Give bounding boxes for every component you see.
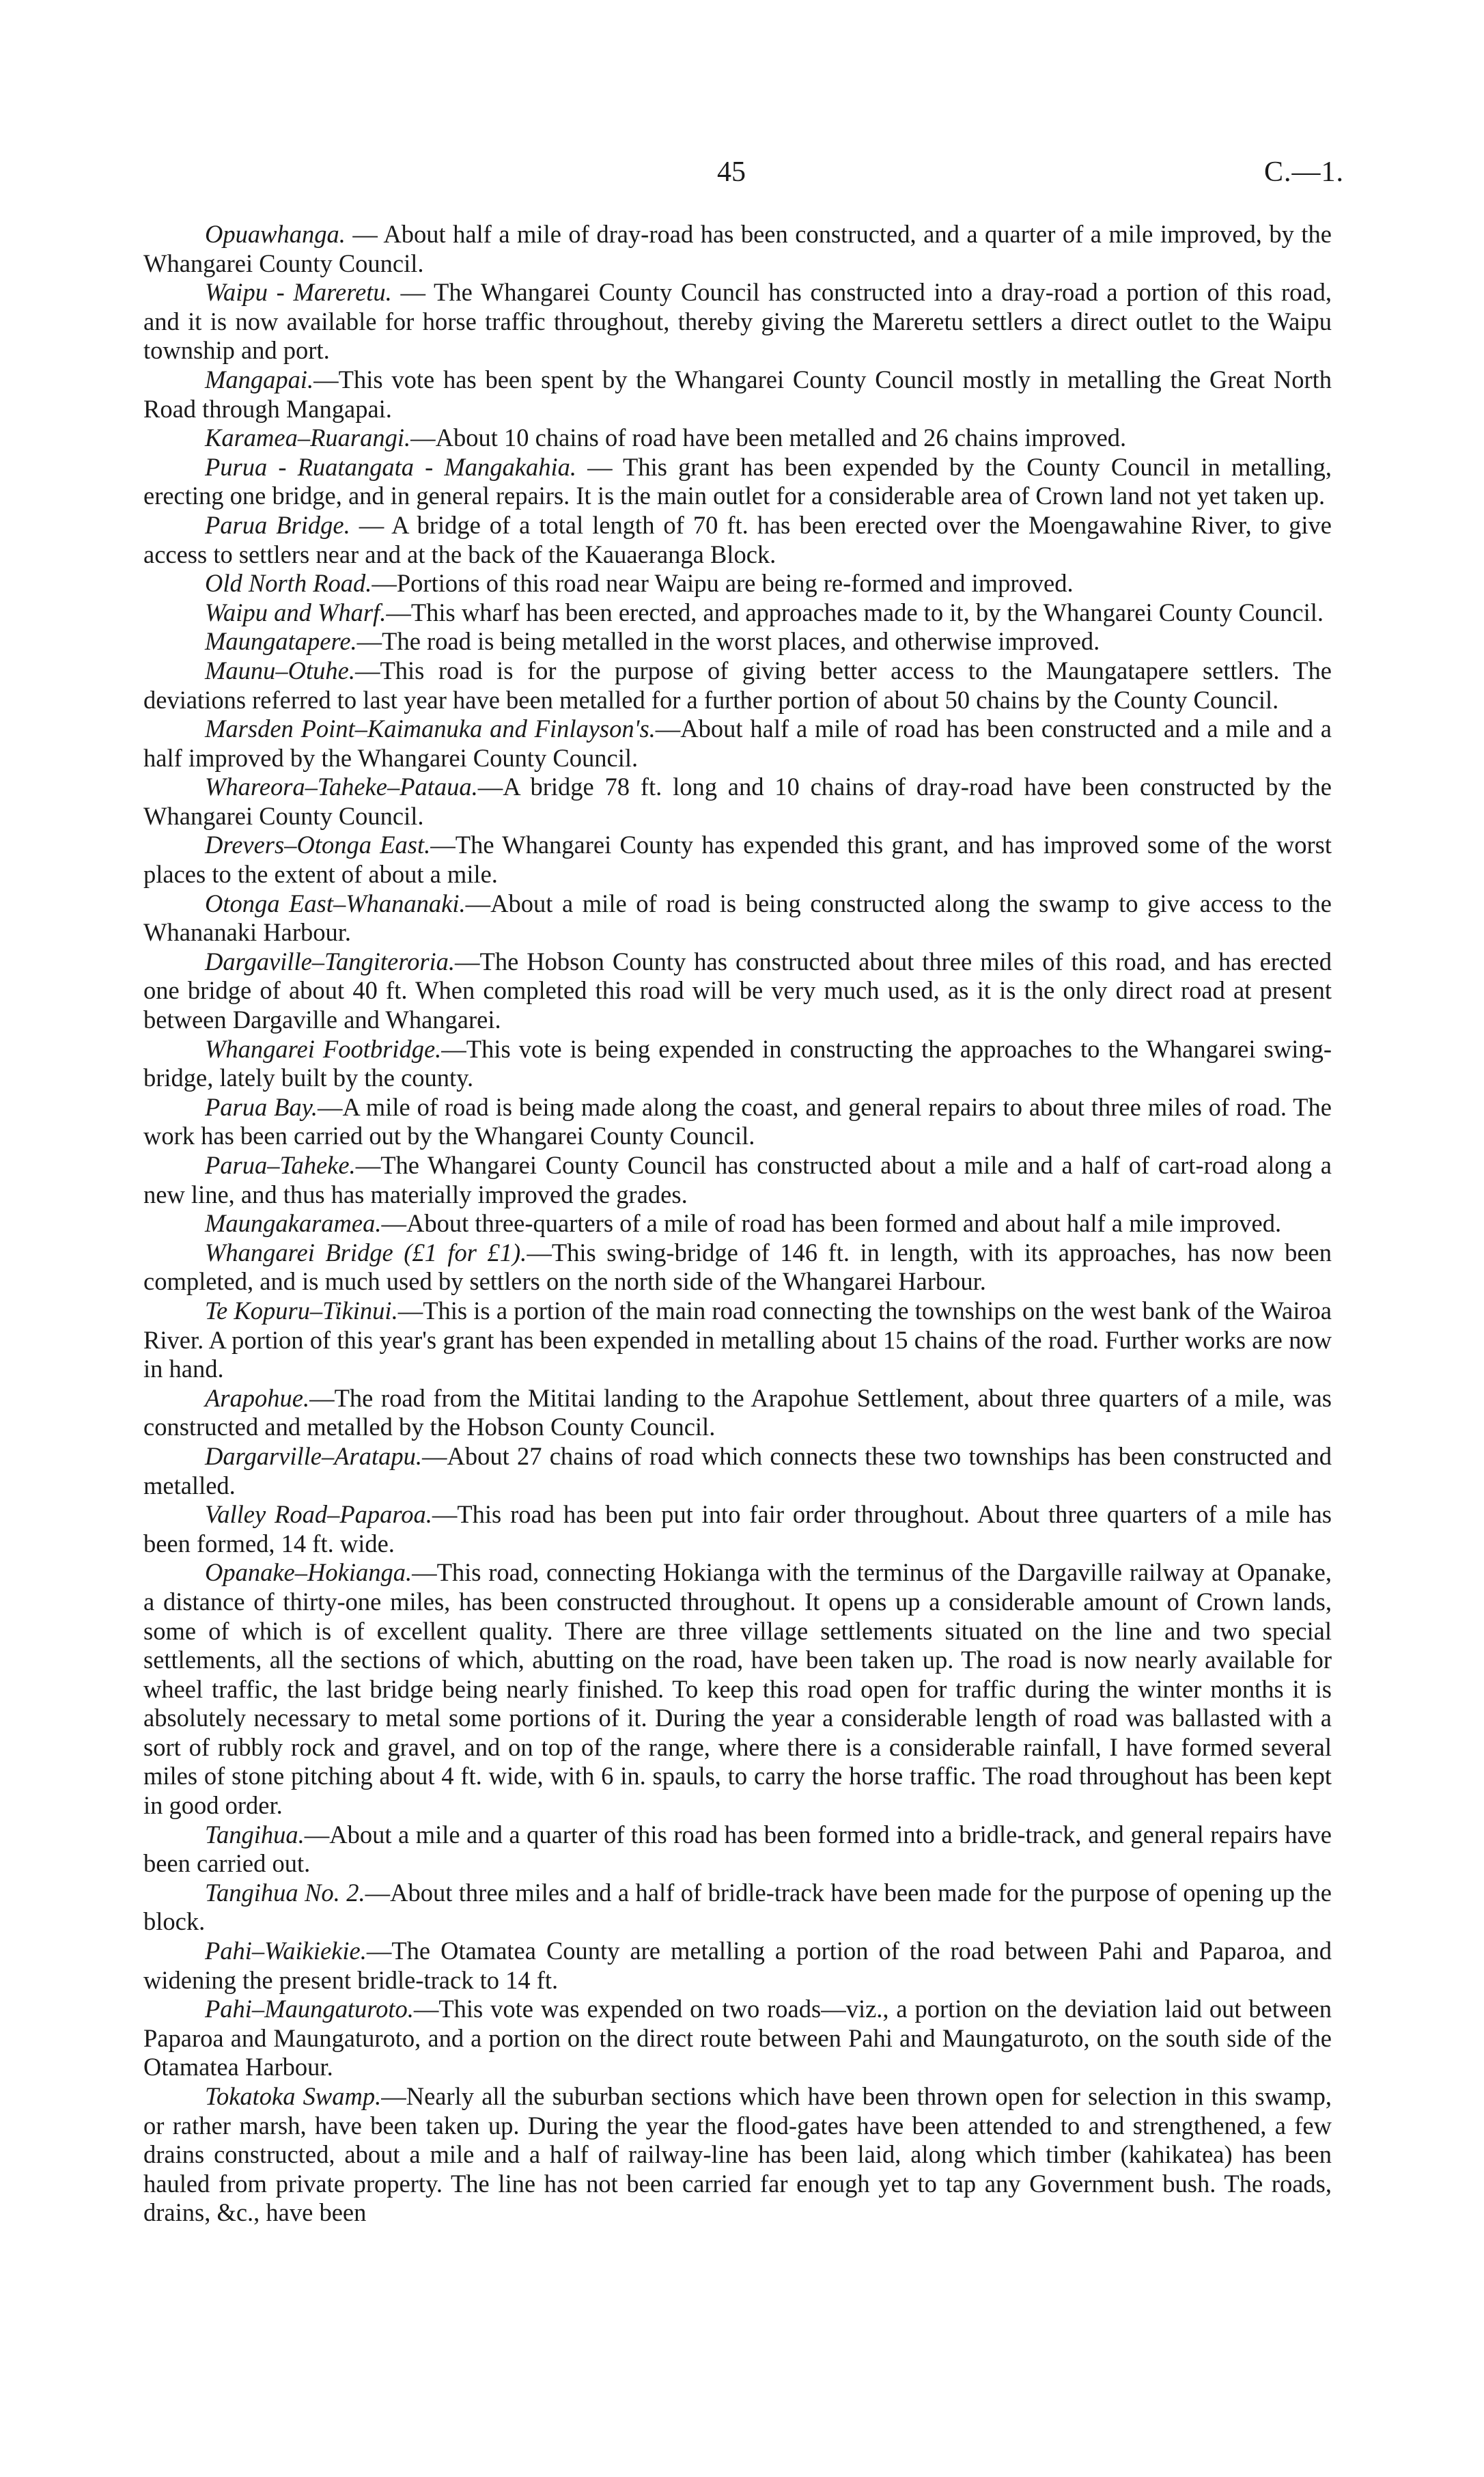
entry-text: — This grant has been expended by the County Council in metalling, erecting one bridge, and in general repairs. It is the main outlet for a considerable area of Crown land not yet taken up. xyxy=(143,452,1332,510)
entry-text: — A bridge of a total length of 70 ft. has been erected over the Moengawahine River, to give access to settlers near and at the back of the Kauaeranga Block. xyxy=(143,510,1332,568)
entry-title: Maunu–Otuhe. xyxy=(205,656,355,684)
entry-text: —The Otamatea County are metalling a portion of the road between Pahi and Paparoa, and widening the present bridle-track to 14 ft. xyxy=(143,1937,1332,1994)
entry-title: Dargarville–Aratapu. xyxy=(205,1441,423,1470)
entry-text: —This vote has been spent by the Whangarei County Council mostly in metalling the Great North Road through Mangapai. xyxy=(143,365,1332,423)
entry-text: —The road is being metalled in the worst places, and otherwise improved. xyxy=(356,627,1100,656)
entry-title: Maungatapere. xyxy=(205,627,357,656)
entry-title: Opanake–Hokianga. xyxy=(205,1558,412,1587)
report-entry xyxy=(143,1297,1332,1384)
entry-text: —This wharf has been erected, and approaches made to it, by the Whangarei County Council. xyxy=(386,598,1324,626)
entry-text: —About 27 chains of road which connects these two townships has been constructed and metalled. xyxy=(143,1441,1332,1499)
report-entry xyxy=(143,511,1332,569)
report-entry xyxy=(143,627,1332,656)
report-entry xyxy=(143,278,1332,365)
entry-title: Tangihua No. 2. xyxy=(205,1878,365,1907)
document-reference: C.—1. xyxy=(1263,156,1344,188)
entry-title: Waipu and Wharf. xyxy=(205,598,387,626)
entry-text: —This is a portion of the main road connecting the townships on the west bank of the Wairoa River. A portion of this year's grant has been expended in metalling about 15 chains of the road. Further works are now in hand. xyxy=(143,1296,1332,1383)
page-header xyxy=(0,156,1484,197)
entry-text: —This road has been put into fair order throughout. About three quarters of a mile has been formed, 14 ft. wide. xyxy=(143,1500,1332,1558)
report-entry xyxy=(143,715,1332,773)
entry-title: Pahi–Waikiekie. xyxy=(205,1937,367,1965)
report-entry xyxy=(143,947,1332,1035)
entry-title: Tangihua. xyxy=(205,1820,305,1849)
entry-text: —This swing-bridge of 146 ft. in length, with its approaches, has now been completed, and is much used by settlers on the north side of the Whangarei Harbour. xyxy=(143,1238,1332,1296)
entry-text: —About half a mile of road has been constructed and a mile and a half improved by the Whangarei County Council. xyxy=(143,715,1332,772)
entry-title: Purua - Ruatangata - Mangakahia. xyxy=(205,452,576,481)
report-entry xyxy=(143,1238,1332,1297)
report-entry xyxy=(143,656,1332,715)
entry-text: —The road from the Mititai landing to the Arapohue Settlement, about three quarters of a mile, was constructed and metalled by the Hobson County Council. xyxy=(143,1383,1332,1441)
entry-title: Te Kopuru–Tikinui. xyxy=(205,1296,398,1325)
entry-title: Valley Road–Paparoa. xyxy=(205,1500,432,1529)
entry-text: —About a mile of road is being constructed along the swamp to give access to the Whananaki Harbour. xyxy=(143,889,1332,947)
report-entry xyxy=(143,220,1332,278)
report-entry xyxy=(143,1879,1332,1937)
entry-text: —This vote was expended on two roads—viz., a portion on the deviation laid out between Paparoa and Maungaturoto, and a portion on the direct route between Pahi and Maungaturoto, on the south side of the Otamatea Harbour. xyxy=(143,1995,1332,2081)
report-entry xyxy=(143,598,1332,628)
entry-text: —Nearly all the suburban sections which have been thrown open for selection in this swamp, or rather marsh, have been taken up. During the year the flood-gates have been attended to and strengthened, a few drains constructed, about a mile and a half of railway-line has been laid, along which timber (kahikatea) has been hauled from private property. The line has not been carried far enough yet to tap any Government bush. The roads, drains, &c., have been xyxy=(143,2082,1332,2227)
entry-text: —About 10 chains of road have been metalled and 26 chains improved. xyxy=(410,424,1127,452)
report-entry xyxy=(143,831,1332,889)
entry-text: —This vote is being expended in constructing the approaches to the Whangarei swing-bridge, lately built by the county. xyxy=(143,1034,1332,1092)
report-entry xyxy=(143,1093,1332,1151)
entry-text: —The Hobson County has constructed about three miles of this road, and has erected one bridge of about 40 ft. When completed this road will be very much used, as it is the only direct road at present between Dargaville and Whangarei. xyxy=(143,947,1332,1034)
entry-title: Arapohue. xyxy=(205,1383,310,1412)
entry-title: Pahi–Maungaturoto. xyxy=(205,1995,414,2023)
report-entry xyxy=(143,1151,1332,1209)
report-entry xyxy=(143,1500,1332,1558)
entry-title: Maungakaramea. xyxy=(205,1209,382,1238)
entry-title: Marsden Point–Kaimanuka and Finlayson's. xyxy=(205,715,656,743)
report-entry xyxy=(143,424,1332,453)
entry-title: Parua Bridge. xyxy=(205,510,350,539)
entry-text: —A bridge 78 ft. long and 10 chains of dray-road have been constructed by the Whangarei County Council. xyxy=(143,773,1332,830)
entry-title: Mangapai. xyxy=(205,365,314,393)
entry-title: Whangarei Bridge (£1 for £1). xyxy=(205,1238,527,1267)
entry-text: —The Whangarei County has expended this grant, and has improved some of the worst places to the extent of about a mile. xyxy=(143,831,1332,889)
entry-title: Whangarei Footbridge. xyxy=(205,1034,442,1063)
entry-title: Tokatoka Swamp. xyxy=(205,2082,382,2110)
page-number: 45 xyxy=(717,156,746,188)
entry-text: — The Whangarei County Council has constructed into a dray-road a portion of this road, and it is now available for horse traffic throughout, thereby giving the Mareretu settlers a direct outlet to the Waipu township and port. xyxy=(143,278,1332,365)
report-entry xyxy=(143,1442,1332,1500)
report-entry xyxy=(143,889,1332,947)
entry-title: Parua–Taheke. xyxy=(205,1151,356,1179)
report-entry xyxy=(143,365,1332,424)
report-entry xyxy=(143,773,1332,831)
entry-text: — About half a mile of dray-road has been constructed, and a quarter of a mile improved, by the Whangarei County Council. xyxy=(143,220,1332,277)
entry-title: Waipu - Mareretu. xyxy=(205,278,392,307)
report-entry xyxy=(143,569,1332,598)
report-entry xyxy=(143,1821,1332,1879)
report-entry xyxy=(143,1384,1332,1442)
entry-title: Opuawhanga. xyxy=(205,220,346,248)
entry-text: —The Whangarei County Council has constructed about a mile and a half of cart-road along a new line, and thus has materially improved the grades. xyxy=(143,1151,1332,1208)
entry-text: —About three miles and a half of bridle-track have been made for the purpose of opening up the block. xyxy=(143,1878,1332,1936)
entry-title: Otonga East–Whananaki. xyxy=(205,889,466,917)
report-entry xyxy=(143,2082,1332,2228)
report-entry xyxy=(143,1558,1332,1820)
entry-text: —This road, connecting Hokianga with the terminus of the Dargaville railway at Opanake, a distance of thirty-one miles, has been constructed throughout. It opens up a considerable amount of Crown lands, some of which is of excellent quality. There are three village settlements situated on the line and two special settlements, all the sections of which, abutting on the road, have been taken up. The road is now nearly available for wheel traffic, the last bridge being nearly finished. To keep this road open for traffic during the winter months it is absolutely necessary to metal some portions of it. During the year a considerable length of road was ballasted with a sort of rubbly rock and gravel, and on top of the range, where there is a considerable rainfall, I have formed several miles of stone pitching about 4 ft. wide, with 6 in. spauls, to carry the horse traffic. The road throughout has been kept in good order. xyxy=(143,1558,1332,1820)
entry-title: Karamea–Ruarangi. xyxy=(205,424,411,452)
entry-text: —About a mile and a quarter of this road has been formed into a bridle-track, and general repairs have been carried out. xyxy=(143,1820,1332,1878)
entry-text: —A mile of road is being made along the coast, and general repairs to about three miles of road. The work has been carried out by the Whangarei County Council. xyxy=(143,1092,1332,1150)
entry-title: Drevers–Otonga East. xyxy=(205,831,431,859)
report-entry xyxy=(143,1209,1332,1238)
report-body xyxy=(143,220,1332,2228)
entry-text: —This road is for the purpose of giving better access to the Maungatapere settlers. The deviations referred to last year have been metalled for a further portion of about 50 chains by the County Council. xyxy=(143,656,1332,714)
report-entry xyxy=(143,1995,1332,2082)
report-entry xyxy=(143,1937,1332,1995)
report-entry xyxy=(143,453,1332,511)
entry-title: Dargaville–Tangiteroria. xyxy=(205,947,456,975)
entry-title: Parua Bay. xyxy=(205,1092,318,1121)
entry-text: —Portions of this road near Waipu are being re-formed and improved. xyxy=(372,569,1074,598)
entry-title: Whareora–Taheke–Pataua. xyxy=(205,773,478,801)
entry-title: Old North Road. xyxy=(205,569,372,598)
entry-text: —About three-quarters of a mile of road has been formed and about half a mile improved. xyxy=(381,1209,1282,1238)
report-entry xyxy=(143,1035,1332,1093)
